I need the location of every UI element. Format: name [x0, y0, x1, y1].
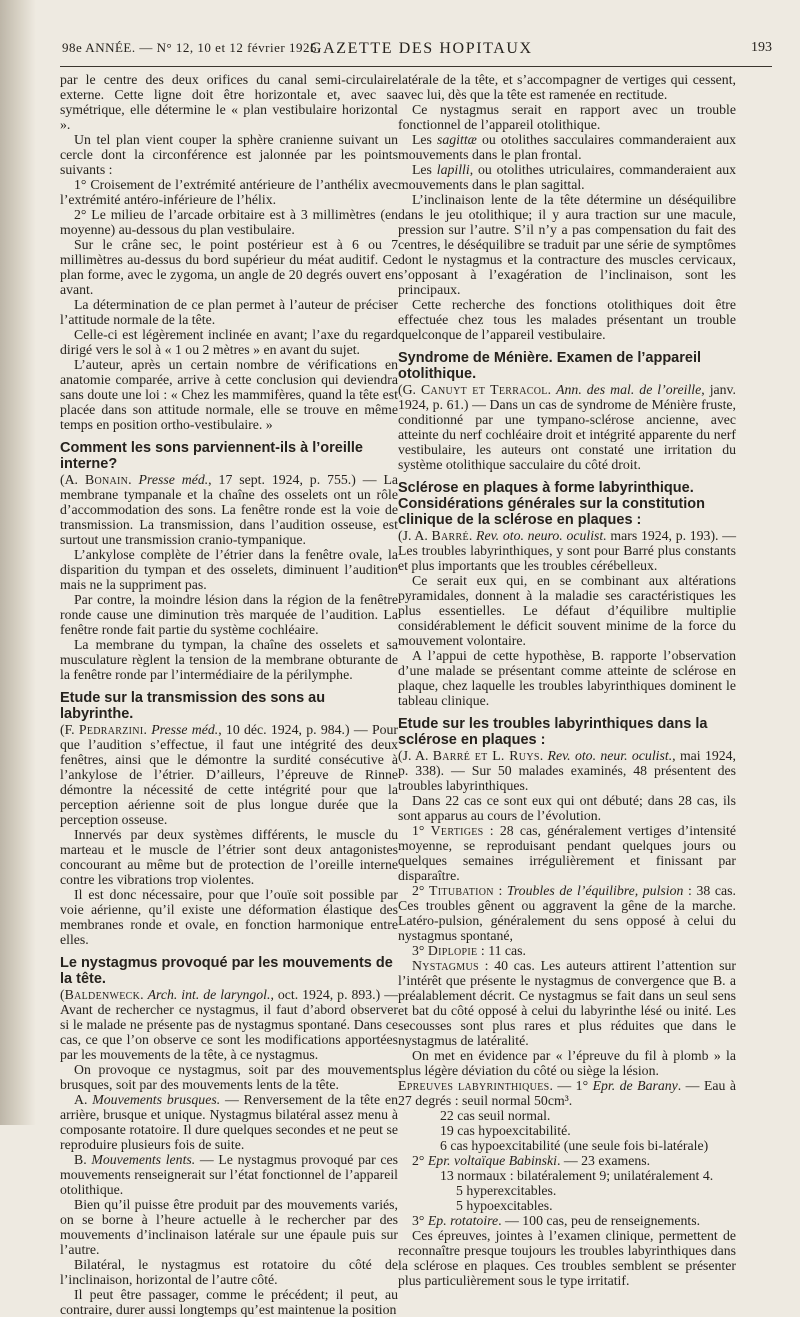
citation-paragraph: (J. A. Barré et L. Ruys. Rev. oto. neur. oculist., mai 1924, p. 338). — Sur 50 malades examinés, 48 présentent des troubles labyrinthiques.	[398, 748, 737, 793]
paragraph: par le centre des deux orifices du canal semi-circulaire externe. Cette ligne doit être horizontale et, avec sa symétrique, elle détermine le « plan vestibulaire horizontal ».	[60, 72, 398, 132]
author-name: Canuyt et Terracol	[421, 382, 548, 397]
section-title: Etude sur la transmission des sons au labyrinthe.	[60, 690, 326, 722]
paragraph: 3° Ep. rotatoire. — 100 cas, peu de renseignements.	[412, 1213, 701, 1228]
left-column	[60, 72, 398, 1317]
paragraph: Les sagittæ ou otolithes sacculaires commanderaient aux mouvements dans le plan frontal.	[398, 132, 736, 162]
paragraph: Celle-ci est légèrement inclinée en avant; l’axe du regard dirigé vers le sol à « 1 ou 2 mètres » en avant du sujet.	[60, 327, 398, 357]
citation-paragraph: (J. A. Barré. Rev. oto. neuro. oculist. mars 1924, p. 193). — Les troubles labyrinthiques, y sont pour Barré plus constants et plus importants que les troubles cérébelleux.	[398, 528, 736, 573]
paragraph: A l’appui de cette hypothèse, B. rapporte l’observation d’une malade se présentant comme atteinte de sclérose en plaque, chez laquelle les troubles labyrinthiques dominent le tableau clinique.	[398, 648, 736, 708]
paragraph: Ce serait eux qui, en se combinant aux altérations pyramidales, donnent à la maladie ses caractéristiques les plus essentielles. Le défaut d’équilibre multiplie considérablement le déficit souvent minime de la force du mouvement volontaire.	[398, 573, 736, 648]
journal-ref: Presse méd.	[151, 722, 219, 737]
journal-ref: Presse méd.	[138, 472, 209, 487]
journal-ref: Ann. des mal. de l’oreille	[556, 382, 702, 397]
paragraph: Un tel plan vient couper la sphère cranienne suivant un cercle dont la circonférence est jalonnée par les points suivants :	[60, 132, 398, 177]
paragraph: 2° Le milieu de l’arcade orbitaire est à 3 millimètres (en moyenne) au-dessous du plan vestibulaire.	[60, 207, 398, 237]
paragraph: Epreuves labyrinthiques. — 1° Epr. de Barany. — Eau à 27 degrés : seuil normal 50cm³.	[398, 1078, 737, 1108]
section-title: Le nystagmus provoqué par les mouvements de la tête.	[60, 955, 393, 987]
section-title: Etude sur les troubles labyrinthiques dans la sclérose en plaques :	[398, 716, 708, 748]
paragraph: Les lapilli, ou otolithes utriculaires, commanderaient aux mouvements dans le plan sagittal.	[398, 162, 736, 192]
paragraph: Dans 22 cas ce sont eux qui ont débuté; dans 28 cas, ils sont apparus au cours de l’évolution.	[398, 793, 736, 823]
journal-ref: Arch. int. de laryngol.	[147, 987, 271, 1002]
journal-title: GAZETTE DES HOPITAUX	[310, 40, 533, 57]
list-item: 5 hyperexcitables.	[456, 1183, 557, 1198]
paragraph: Bilatéral, le nystagmus est rotatoire du côté de l’inclinaison, horizontal de l’autre côté.	[60, 1257, 398, 1287]
paragraph: latérale de la tête, et s’accompagner de vertiges qui cessent, avec lui, dès que la tête est ramenée en rectitude.	[398, 72, 736, 102]
list-item: 5 hypoexcitables.	[456, 1198, 553, 1213]
journal-ref: Rev. oto. neuro. oculist.	[476, 528, 607, 543]
list-item: 13 normaux : bilatéralement 9; unilatéralement 4.	[440, 1168, 714, 1183]
section-title: Sclérose en plaques à forme labyrinthique. Considérations générales sur la constitution clinique de la sclérose en plaques :	[398, 480, 705, 528]
paragraph: On met en évidence par « l’épreuve du fil à plomb » la plus légère déviation du côté ou siège la lésion.	[398, 1048, 736, 1078]
paragraph: Il est donc nécessaire, pour que l’ouïe soit possible par voie aérienne, qu’il existe une déformation élastique des membranes ronde et ovale, en fonction harmonique entre elles.	[60, 887, 398, 947]
right-column	[398, 72, 736, 1288]
paragraph: 1° Vertiges : 28 cas, généralement vertiges d’intensité moyenne, se reproduisant pendant quelques jours ou quelques semaines irrégulièrement et finissant par disparaître.	[398, 823, 736, 883]
author-name: Pedrarzini	[78, 722, 144, 737]
paragraph: 1° Croisement de l’extrémité antérieure de l’anthélix avec l’extrémité antéro-inférieure de l’hélix.	[60, 177, 398, 207]
paragraph: 3° Diplopie : 11 cas.	[412, 943, 527, 958]
section-title: Syndrome de Ménière. Examen de l’appareil otolithique.	[398, 350, 701, 382]
citation-paragraph: (Baldenweck. Arch. int. de laryngol., oct. 1924, p. 893.) — Avant de rechercher ce nystagmus, il faut d’abord observer si le malade ne présente pas de nystagmus spontané. Dans ce cas, ce que l’on observe ce sont les modifications apportées par les mouvements de la tête, à ce nystagmus.	[60, 987, 398, 1062]
paragraph: On provoque ce nystagmus, soit par des mouvements brusques, soit par des mouvements lents de la tête.	[60, 1062, 398, 1092]
running-header	[62, 40, 772, 64]
author-name: Barré et L. Ruys	[432, 748, 540, 763]
page-number: 193	[751, 40, 772, 55]
list-item: 19 cas hypoexcitabilité.	[440, 1123, 571, 1138]
author-name: Baldenweck	[64, 987, 141, 1002]
paragraph: Cette recherche des fonctions otolithiques doit être effectuée chez tous les malades présentant un trouble quelconque de l’appareil vestibulaire.	[398, 297, 736, 342]
header-rule	[60, 66, 772, 67]
journal-ref: Rev. oto. neur. oculist.	[547, 748, 673, 763]
paragraph: A. Mouvements brusques. — Renversement de la tête en arrière, brusque et unique. Nystagmus bilatéral assez menu à composante rotatoire. Il dure quelques secondes et ne peut se reproduire plusieurs fois de suite.	[60, 1092, 398, 1152]
paragraph: Sur le crâne sec, le point postérieur est à 6 ou 7 millimètres au-dessus du bord supérieur du méat auditif. Ce plan forme, avec le zygoma, un angle de 20 degrés ouvert en avant.	[60, 237, 398, 297]
paragraph: 2° Titubation : Troubles de l’équilibre, pulsion : 38 cas. Ces troubles gênent ou aggravent la gêne de la marche. Latéro-pulsion, généralement du sens opposé à celui du nystagmus spontané,	[398, 883, 737, 943]
paragraph: Il peut être passager, comme le précédent; il peut, au contraire, durer aussi longtemps qu’est maintenue la position	[60, 1287, 398, 1317]
paragraph: Innervés par deux systèmes différents, le muscle du marteau et le muscle de l’étrier sont deux antagonistes concourant au même but de protection de l’oreille interne contre les vibrations trop violentes.	[60, 827, 398, 887]
author-name: Bonain	[84, 472, 129, 487]
list-item: 6 cas hypoexcitabilité (une seule fois bi-latérale)	[440, 1138, 709, 1153]
paragraph: Ces épreuves, jointes à l’examen clinique, permettent de reconnaître presque toujours les troubles labyrinthiques dans la sclérose en plaques. Ces troubles semblent se présenter plus particulièrement sous le type irritatif.	[398, 1228, 736, 1288]
paragraph: L’inclinaison lente de la tête détermine un déséquilibre dans le jeu otolithique; il y aura traction sur une macule, pression sur l’autre. S’il n’y a pas compensation du fait des centres, le déséquilibre se traduit par une série de symptômes dont le nystagmus et la contracture des muscles cervicaux, s’opposant à l’exagération de l’inclinaison, sont les principaux.	[398, 192, 736, 297]
paragraph: Ce nystagmus serait en rapport avec un trouble fonctionnel de l’appareil otolithique.	[398, 102, 736, 132]
paragraph: L’ankylose complète de l’étrier dans la fenêtre ovale, la disparition du tympan et des osselets, diminuent l’audition mais ne la suppriment pas.	[60, 547, 398, 592]
paragraph: La détermination de ce plan permet à l’auteur de préciser l’attitude normale de la tête.	[60, 297, 398, 327]
list-item: 22 cas seuil normal.	[440, 1108, 551, 1123]
paragraph: Nystagmus : 40 cas. Les auteurs attirent l’attention sur l’intérêt que présente le nystagmus de convergence que B. a préalablement décrit. Ce nystagmus se fait dans un seul sens et bat du côté opposé à celui du labyrinthe lésé ou inité. Les secousses sont plus rares et plus réduites que dans le nystagmus de latéralité.	[398, 958, 736, 1048]
issue-info: 98e ANNÉE. — N° 12, 10 et 12 février 1925.	[62, 40, 321, 55]
paragraph: Bien qu’il puisse être produit par des mouvements variés, on se borne à l’heure actuelle à le rechercher par des mouvements d’inclinaison latérale sur une épaule puis sur l’autre.	[60, 1197, 398, 1257]
page-binding-shadow	[0, 0, 36, 1125]
citation-paragraph: (G. Canuyt et Terracol. Ann. des mal. de l’oreille, janv. 1924, p. 61.) — Dans un cas de syndrome de Ménière fruste, conditionné par une tympano-sclérose ancienne, avec atteinte du nerf cochléaire droit et intégrité apparente du nerf vestibulaire, les auteurs ont constaté une irritation du système otolithique sacculaire du côté droit.	[398, 382, 736, 472]
paragraph: B. Mouvements lents. — Le nystagmus provoqué par ces mouvements renseignerait sur l’état fonctionnel de l’appareil otolithique.	[60, 1152, 398, 1197]
author-name: Barré	[431, 528, 469, 543]
paragraph: Par contre, la moindre lésion dans la région de la fenêtre ronde cause une diminution très marquée de l’audition. La fenêtre ronde fait partie du système cochléaire.	[60, 592, 398, 637]
citation-paragraph: (F. Pedrarzini. Presse méd., 10 déc. 1924, p. 984.) — Pour que l’audition s’effectue, il faut une intégrité des deux fenêtres, ainsi que le démontre la surdité consécutive à l’ankylose de l’étrier. D’ailleurs, l’épreuve de Rinne démontre la nécessité de cette intégrité pour que la perception aérienne soit de plus longue durée que la perception osseuse.	[60, 722, 399, 827]
citation-paragraph: (A. Bonain. Presse méd., 17 sept. 1924, p. 755.) — La membrane tympanale et la chaîne des osselets ont un rôle d’accommodation des sons. La fenêtre ronde est la voie de transmission. La transmission, dans l’audition osseuse, est surtout une transmission cranio-tympanique.	[60, 472, 398, 547]
paragraph: 2° Epr. voltaïque Babinski. — 23 examens.	[412, 1153, 651, 1168]
section-title: Comment les sons parviennent-ils à l’oreille interne?	[60, 440, 363, 472]
paragraph: La membrane du tympan, la chaîne des osselets et sa musculature règlent la tension de la membrane obturante de la fenêtre ronde par l’intermédiaire de la périlymphe.	[60, 637, 398, 682]
paragraph: L’auteur, après un certain nombre de vérifications en anatomie comparée, arrive à cette conclusion qui deviendra sans doute une loi : « Chez les mammifères, quand la tête est placée dans son attitude normale, elle se trouve en même temps en position ortho-vestibulaire. »	[60, 357, 398, 432]
